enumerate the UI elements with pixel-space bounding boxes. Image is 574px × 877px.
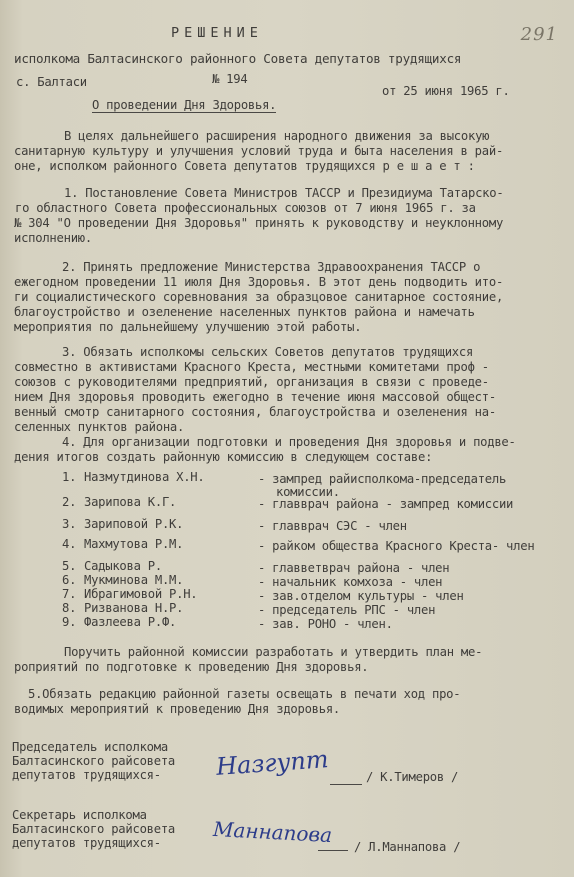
- commission-member-name: Ризванова Н.Р.: [84, 601, 184, 615]
- place-of-issue: с. Балтаси: [16, 75, 87, 89]
- paragraph-4-line-1: 4. Для организации подготовки и проведения Дня здоровья и подве-: [62, 435, 516, 449]
- chairman-title-line-1: Председатель исполкома: [12, 740, 168, 754]
- commission-member-role: - главветврач района - член: [258, 561, 450, 575]
- secretary-title-line-1: Секретарь исполкома: [12, 808, 147, 822]
- secretary-signature: Маннапова: [212, 816, 333, 848]
- commission-member-name: Ибрагимовой Р.Н.: [84, 587, 198, 601]
- commission-member-role: - главврач района - зампред комиссии: [258, 497, 514, 511]
- instruction-line-1: Поручить районной комиссии разработать и утвердить план ме-: [64, 645, 483, 659]
- paragraph-2-line-1: 2. Принять предложение Министерства Здравоохранения ТАССР о: [62, 260, 481, 274]
- commission-member-number: 6.: [62, 573, 77, 587]
- paragraph-2-line-4: благоустройство и озеленение населенных пунктов района и намечать: [14, 305, 475, 319]
- issuing-organization: исполкома Балтасинского районного Совета депутатов трудящихся: [14, 51, 462, 66]
- paragraph-3-line-5: венный смотр санитарного состояния, благоустройства и озеленения на-: [14, 405, 496, 419]
- commission-member-number: 8.: [62, 601, 77, 615]
- commission-member-number: 4.: [62, 537, 77, 551]
- commission-member-role: - зав.отделом культуры - член: [258, 589, 464, 603]
- commission-member-role-continued: комиссии.: [276, 485, 340, 499]
- commission-member-role: - зав. РОНО - член.: [258, 617, 393, 631]
- paragraph-2-line-5: мероприятия по дальнейшему улучшению этой работы.: [14, 320, 362, 334]
- paragraph-2-line-3: ги социалистического соревнования за образцовое санитарное состояние,: [14, 290, 504, 304]
- paragraph-5-line-1: 5.Обязать редакцию районной газеты освещать в печати ход про-: [28, 687, 461, 701]
- paragraph-5-line-2: водимых мероприятий к проведению Дня здоровья.: [14, 702, 341, 716]
- paragraph-1-line-1: 1. Постановление Совета Министров ТАССР и Президиума Татарско-: [64, 186, 504, 200]
- commission-member-role: - райком общества Красного Креста- член: [258, 539, 535, 553]
- paragraph-1-line-3: № 304 "О проведении Дня Здоровья" принять к руководству и неуклонному: [14, 216, 504, 230]
- commission-member-number: 1.: [62, 470, 77, 484]
- commission-member-role: - председатель РПС - член: [258, 603, 436, 617]
- secretary-signature-line: [318, 850, 348, 851]
- intro-line-3: оне, исполком районного Совета депутатов трудящихся р е ш а е т :: [14, 159, 475, 173]
- chairman-title-line-2: Балтасинского райсовета: [12, 754, 176, 768]
- chairman-signature: Назгупт: [215, 745, 330, 781]
- commission-member-name: Назмутдинова Х.Н.: [84, 470, 205, 484]
- intro-line-2: санитарную культуру и улучшения условий труда и быта населения в рай-: [14, 144, 504, 158]
- paragraph-3-line-4: нием Дня здоровья проводить ежегодно в течение июня массовой общест-: [14, 390, 496, 404]
- instruction-line-2: роприятий по подготовке к проведению Дня здоровья.: [14, 660, 369, 674]
- commission-member-number: 9.: [62, 615, 77, 629]
- chairman-signature-line: [330, 784, 362, 785]
- decision-number: № 194: [212, 72, 248, 86]
- paragraph-1-line-2: го областного Совета профессиональных союзов от 7 июня 1965 г. за: [15, 201, 476, 215]
- paragraph-4-line-2: дения итогов создать районную комиссию в следующем составе:: [14, 450, 433, 464]
- paragraph-3-line-3: союзов с руководителями предприятий, организация в связи с проведе-: [14, 375, 489, 389]
- commission-member-name: Садыкова Р.: [84, 559, 162, 573]
- paragraph-3-line-6: селенных пунктов района.: [14, 420, 185, 434]
- commission-member-number: 3.: [62, 517, 77, 531]
- commission-member-role: - главврач СЭС - член: [258, 519, 407, 533]
- document-title: РЕШЕНИЕ: [171, 25, 263, 41]
- paragraph-1-line-4: исполнению.: [14, 231, 92, 245]
- paragraph-3-line-1: 3. Обязать исполкомы сельских Советов депутатов трудящихся: [62, 345, 474, 359]
- commission-member-name: Фазлеева Р.Ф.: [84, 615, 177, 629]
- chairman-title-line-3: депутатов трудящихся-: [12, 768, 161, 782]
- commission-member-number: 5.: [62, 559, 77, 573]
- chairman-name: / К.Тимеров /: [366, 770, 459, 784]
- commission-member-name: Махмутова Р.М.: [84, 537, 184, 551]
- commission-member-name: Зарипова К.Г.: [84, 495, 177, 509]
- commission-member-name: Зариповой Р.К.: [84, 517, 184, 531]
- archive-stamp-number: 291: [520, 24, 558, 45]
- paragraph-3-line-2: совместно в активистами Красного Креста, местными комитетами проф -: [14, 360, 489, 374]
- commission-member-role: - зампред райисполкома-председатель: [258, 472, 507, 486]
- commission-member-role: - начальник комхоза - член: [258, 575, 443, 589]
- secretary-name: / Л.Маннапова /: [354, 840, 461, 854]
- decision-date: от 25 июня 1965 г.: [382, 84, 510, 98]
- paragraph-2-line-2: ежегодном проведении 11 июля Дня Здоровья. В этот день подводить ито-: [14, 275, 504, 289]
- commission-member-number: 2.: [62, 495, 77, 509]
- decision-subject: О проведении Дня Здоровья.: [92, 98, 277, 112]
- secretary-title-line-3: депутатов трудящихся-: [12, 836, 161, 850]
- commission-member-name: Мукминова М.М.: [84, 573, 184, 587]
- secretary-title-line-2: Балтасинского райсовета: [12, 822, 176, 836]
- intro-line-1: В целях дальнейшего расширения народного движения за высокую: [64, 129, 490, 143]
- commission-member-number: 7.: [62, 587, 77, 601]
